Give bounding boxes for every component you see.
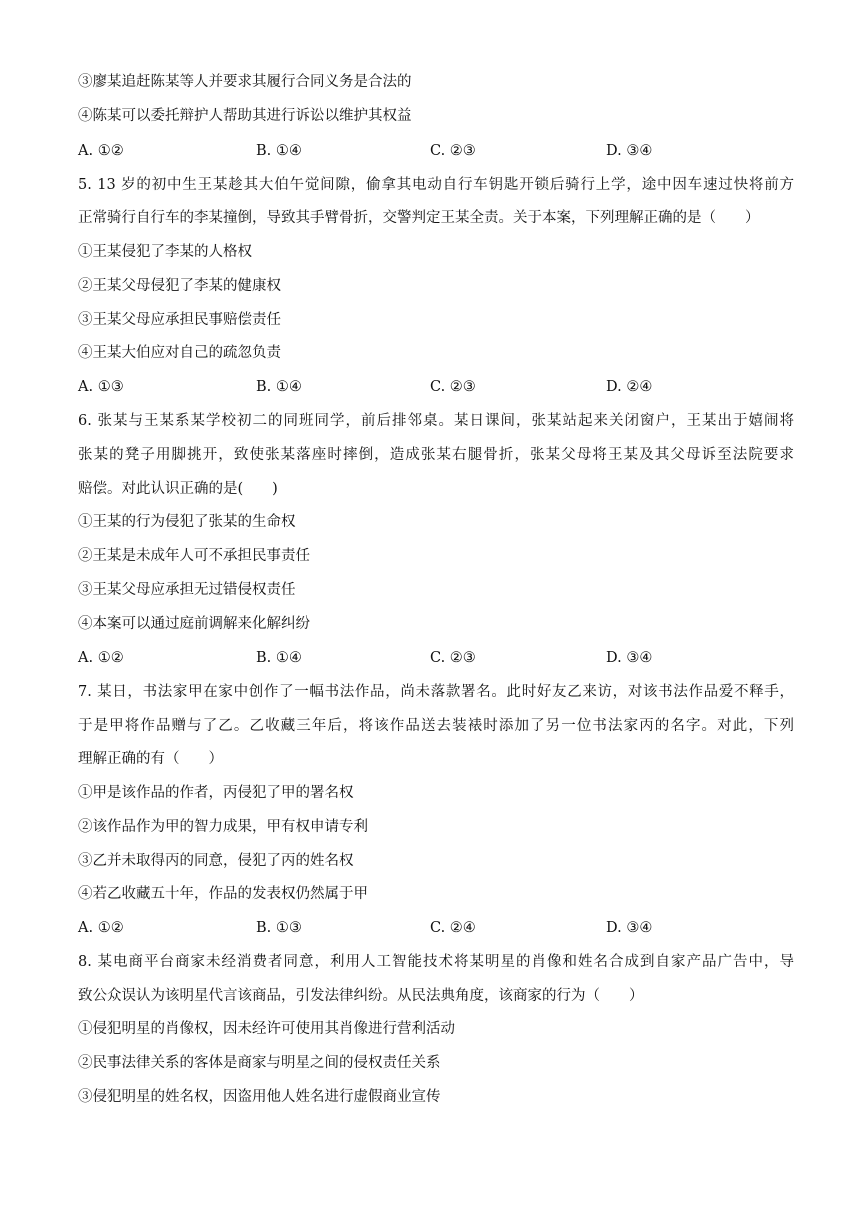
q5-item-3: ③王某父母应承担民事赔偿责任 bbox=[78, 312, 281, 328]
q7-stem-line-2: 于是甲将作品赠与了乙。乙收藏三年后，将该作品送去装裱时添加了另一位书法家丙的名字。对此，下列 bbox=[78, 718, 794, 734]
q8-stem-line-2: 致公众误认为该明星代言该商品，引发法律纠纷。从民法典角度，该商家的行为（ ） bbox=[78, 988, 644, 1004]
q7-option-d[interactable]: D. ③④ bbox=[606, 920, 653, 936]
q4-option-c[interactable]: C. ②③ bbox=[430, 143, 476, 159]
q6-stem-line-1: 6. 张某与王某系某学校初二的同班同学，前后排邻桌。某日课间，张某站起来关闭窗户，王某出于嬉闹将 bbox=[78, 413, 794, 429]
q8-item-1: ①侵犯明星的肖像权，因未经许可使用其肖像进行营利活动 bbox=[78, 1021, 455, 1037]
q7-item-1: ①甲是该作品的作者，丙侵犯了甲的署名权 bbox=[78, 785, 354, 801]
q5-option-d[interactable]: D. ②④ bbox=[606, 379, 653, 395]
q7-options bbox=[78, 918, 794, 938]
q5-item-2: ②王某父母侵犯了李某的健康权 bbox=[78, 278, 281, 294]
q6-option-b[interactable]: B. ①④ bbox=[256, 650, 302, 666]
q7-option-b[interactable]: B. ①③ bbox=[256, 920, 302, 936]
q5-item-1: ①王某侵犯了李某的人格权 bbox=[78, 244, 252, 260]
q4-option-a[interactable]: A. ①② bbox=[78, 143, 124, 159]
q7-item-3: ③乙并未取得丙的同意，侵犯了丙的姓名权 bbox=[78, 853, 354, 869]
q7-stem-line-1: 7. 某日，书法家甲在家中创作了一幅书法作品，尚未落款署名。此时好友乙来访，对该书法作品爱不释手， bbox=[78, 684, 794, 700]
q7-option-c[interactable]: C. ②④ bbox=[430, 920, 476, 936]
q6-option-c[interactable]: C. ②③ bbox=[430, 650, 476, 666]
q4-options bbox=[78, 141, 794, 161]
q6-item-2: ②王某是未成年人可不承担民事责任 bbox=[78, 548, 310, 564]
q6-stem-line-3: 赔偿。对此认识正确的是( ) bbox=[78, 481, 278, 497]
q5-stem-line-2: 正常骑行自行车的李某撞倒，导致其手臂骨折，交警判定王某全责。关于本案，下列理解正确的是（ ） bbox=[78, 210, 760, 226]
q7-item-4: ④若乙收藏五十年，作品的发表权仍然属于甲 bbox=[78, 886, 368, 902]
q6-item-1: ①王某的行为侵犯了张某的生命权 bbox=[78, 514, 296, 530]
q8-item-3: ③侵犯明星的姓名权，因盗用他人姓名进行虚假商业宣传 bbox=[78, 1089, 441, 1105]
q6-option-d[interactable]: D. ③④ bbox=[606, 650, 653, 666]
q6-options bbox=[78, 648, 794, 668]
q8-stem-line-1: 8. 某电商平台商家未经消费者同意，利用人工智能技术将某明星的肖像和姓名合成到自家产品广告中，导 bbox=[78, 954, 794, 970]
q4-option-b[interactable]: B. ①④ bbox=[256, 143, 302, 159]
q5-option-b[interactable]: B. ①④ bbox=[256, 379, 302, 395]
q6-item-3: ③王某父母应承担无过错侵权责任 bbox=[78, 582, 296, 598]
q5-option-a[interactable]: A. ①③ bbox=[78, 379, 124, 395]
q4-option-d[interactable]: D. ③④ bbox=[606, 143, 653, 159]
q5-option-c[interactable]: C. ②③ bbox=[430, 379, 476, 395]
q5-item-4: ④王某大伯应对自己的疏忽负责 bbox=[78, 345, 281, 361]
q6-stem-line-2: 张某的凳子用脚挑开，致使张某落座时摔倒，造成张某右腿骨折，张某父母将王某及其父母诉至法院要求 bbox=[78, 447, 794, 463]
q8-item-2: ②民事法律关系的客体是商家与明星之间的侵权责任关系 bbox=[78, 1055, 441, 1071]
q6-item-4: ④本案可以通过庭前调解来化解纠纷 bbox=[78, 616, 310, 632]
q5-stem-line-1: 5. 13 岁的初中生王某趁其大伯午觉间隙，偷拿其电动自行车钥匙开锁后骑行上学，途中因车速过快将前方 bbox=[78, 177, 794, 193]
q7-item-2: ②该作品作为甲的智力成果，甲有权申请专利 bbox=[78, 819, 368, 835]
q4-item-3: ③廖某追赶陈某等人并要求其履行合同义务是合法的 bbox=[78, 74, 412, 90]
q6-option-a[interactable]: A. ①② bbox=[78, 650, 124, 666]
q5-options bbox=[78, 377, 794, 397]
q7-stem-line-3: 理解正确的有（ ） bbox=[78, 751, 223, 767]
q7-option-a[interactable]: A. ①② bbox=[78, 920, 124, 936]
q4-item-4: ④陈某可以委托辩护人帮助其进行诉讼以维护其权益 bbox=[78, 108, 412, 124]
